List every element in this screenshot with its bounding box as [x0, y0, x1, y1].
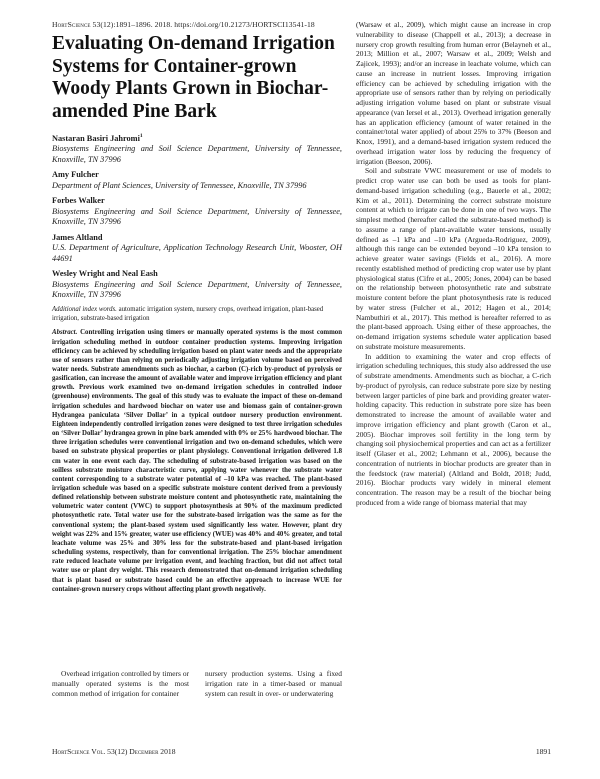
abstract-text: Controlling irrigation using timers or manually operated systems is the most common irrigation scheduling method in outdoor container production systems. Improving irrigation efficiency can be achieved by scheduling irrigation based on plant water needs and the appropriate use of sensors rather than relying on periodically adjusting irrigation volume based on perceived water needs. Substrate amendments such as biochar, a carbon (C)-rich by-product of pyrolysis or gasification, can increase the amount of available water and improve irrigation efficiency and plant growth. Previous work examined two on-demand irrigation schedules in controlled indoor (greenhouse) environments. The goal of this study was to evaluate the impact of these on-demand irrigation schedules and hardwood biochar on water use and biomass gain of container-grown Hydrangea paniculata ‘Silver Dollar’ in a typical outdoor nursery production environment. Eighteen independently controlled irrigation zones were designed to test three irrigation schedules on ‘Silver Dollar’ hydrangea grown in pine bark amended with 0% or 25% hardwood biochar. The three irrigation schedules were conventional irrigation and two on-demand schedules, which were based on substrate physical properties or plant physiology. Conventional irrigation delivered 1.8 cm water in one event each day. The scheduling of substrate-based irrigation was based on the soilless substrate moisture characteristic curve, applying water whenever the substrate water content corresponding to a substrate water potential of –10 kPa was reached. The plant-based irrigation schedule was based on a specific substrate moisture content derived from a previously defined relationship between substrate moisture content and photosynthetic rate, maintaining the volumetric water content (VWC) to support photosynthesis at 90% of the maximum predicted photosynthetic rate. Total water use for the substrate-based irrigation was the same as for the conventional system; the plant-based system used significantly less water. However, plant dry weight was 22% and 15% greater, water use efficiency (WUE) was 40% and 40% greater, and total leachate volume was 25% and 30% less for the substrate-based and plant-based irrigation scheduling systems, respectively, than for conventional irrigation. The 25% biochar amendment rate reduced leachate volume per irrigation event, and leaching fraction, but did not affect total water use or plant dry weight. This research demonstrated that on-demand irrigation scheduling that is plant based or substrate based could be an effective approach to increase WUE for container-grown nursery crops without affecting plant growth negatively. [52, 329, 342, 593]
footer-journal: HortScience Vol. 53(12) December 2018 [52, 747, 176, 756]
abstract [52, 328, 342, 594]
author-block [52, 170, 342, 191]
author-block [52, 269, 342, 301]
author-block [52, 196, 342, 228]
author-block [52, 131, 342, 165]
page-footer [52, 747, 551, 756]
author-block [52, 233, 342, 265]
keywords [52, 306, 342, 324]
body-paragraph: In addition to examining the water and crop effects of irrigation scheduling techniques, this study also addressed the use of substrate amendments. Amendments such as biochar, a C-rich by-product of pyrolysis, can reduce substrate pore size by nesting between larger particles of pine bark and providing greater water-holding capacity. This reduction in substrate pore size has been demonstrated to increase the amount of available water and improve irrigation efficiency and plant growth (Caron et al., 2005). Biochar improves soil fertility in the long term by changing soil physiochemical properties and can act as a fertilizer itself (Glaser et al., 2002; Lehmann et al., 2006), because the concentration of nutrients in biochar products are greater than in the feedstock (raw material) (Altland and Boldt, 2018; Judd, 2016). Biochar products vary widely in mineral element concentration. The reason may be a result of the biochar being produced from a wide range of biomass material that may [356, 351, 551, 507]
article-title: Evaluating On-demand Irrigation Systems for Container-grown Woody Plants Grown in Biochar-amended Pine Bark [52, 33, 335, 122]
author-name: James Altland [52, 232, 103, 242]
abstract-label: Abstract. [52, 329, 78, 337]
running-header [52, 20, 315, 29]
author-name: Wesley Wright and Neal Eash [52, 269, 158, 279]
body-paragraph: Soil and substrate VWC measurement or use of models to predict crop water use can both be used as tools for plant-demand-based irrigation scheduling (e.g., Bauerle et al., 2002; Kim et al., 2011). Determining the correct substrate moisture content at which to irrigate can be done in one of two ways. The simplest method (hereafter called the substrate-based method) is to assume a range of plant-available water tensions, usually defined as –1 kPa and –10 kPa (Argueda-Rodriguez, 2009), although this range can be extended beyond –10 kPa tension to achieve greater water savings (Fields et al., 2016). A more recently established method of predicting crop water use by plant physiological status (Cifre et al., 2005; Jones, 2004) can be based on the relationship between photosynthetic rate and substrate moisture content before the plant photosynthesis rate is reduced by water stress (Fulcher et al., 2012; Hagen et al., 2014; Nambuthiri et al., 2017). This method is hereafter referred to as the plant-based approach. Using either of these approaches, the on-demand irrigation systems schedule water application based on substrate moisture measurements. [356, 166, 551, 351]
left-column [52, 33, 342, 594]
body-paragraph: (Warsaw et al., 2009), which might cause an increase in crop vulnerability to disease (Chappell et al., 2013); a decrease in nursery crop growth resulting from human error (Belayneh et al., 2013; Million et al., 2007; Warsaw et al., 2009; Welsh and Zajicek, 1993); and/or an increase in leachate volume, which can cause an increase in nutrient losses. Improving irrigation efficiency can be achieved by scheduling irrigation with the appropriate use of sensors rather than by relying on periodically adjusting irrigation volume based on plant or substrate visual appearance (van Iersel et al., 2013). Overhead irrigation generally has an application efficiency (amount of water retained in the container/total water applied) of about 25% to 37% (Beeson and Knox, 1991), and a demand-based irrigation system reduced the overhead irrigation water loss by reducing the frequency of irrigation (Beeson, 2006). [356, 20, 551, 166]
author-affiliation: Biosystems Engineering and Soil Science Department, University of Tennessee, Knoxville, TN 37996 [52, 279, 342, 300]
author-name: Amy Fulcher [52, 170, 99, 180]
author-affiliation: Biosystems Engineering and Soil Science Department, University of Tennessee, Knoxville, TN 37996 [52, 144, 342, 164]
intro-paragraph-col1: Overhead irrigation controlled by timers or manually operated systems is the most common method of irrigation for container [52, 669, 189, 698]
author-affiliation: Biosystems Engineering and Soil Science Department, University of Tennessee, Knoxville, TN 37996 [52, 206, 342, 227]
journal-name: HortScience [52, 20, 91, 29]
keywords-label: Additional index words. [52, 305, 117, 313]
page-number: 1891 [535, 747, 551, 756]
right-column [356, 20, 551, 508]
keywords-text: automatic irrigation system, nursery crops, overhead irrigation, plant-based irrigation, substrate-based irrigation [52, 305, 324, 322]
author-name: Nastaran Basiri Jahromi$^1$ [52, 133, 143, 143]
author-name: Forbes Walker [52, 196, 105, 206]
author-affiliation: U.S. Department of Agriculture, Application Technology Research Unit, Wooster, OH 44691 [52, 243, 342, 263]
author-affiliation: Department of Plant Sciences, University of Tennessee, Knoxville, TN 37996 [52, 180, 307, 190]
citation-line: 53(12):1891–1896. 2018. https://doi.org/10.21273/HORTSCI13541-18 [90, 20, 315, 29]
intro-paragraph-col2: nursery production systems. Using a fixed irrigation rate in a timer-based or manual system can result in over- or underwatering [205, 669, 342, 698]
introduction [52, 669, 342, 698]
